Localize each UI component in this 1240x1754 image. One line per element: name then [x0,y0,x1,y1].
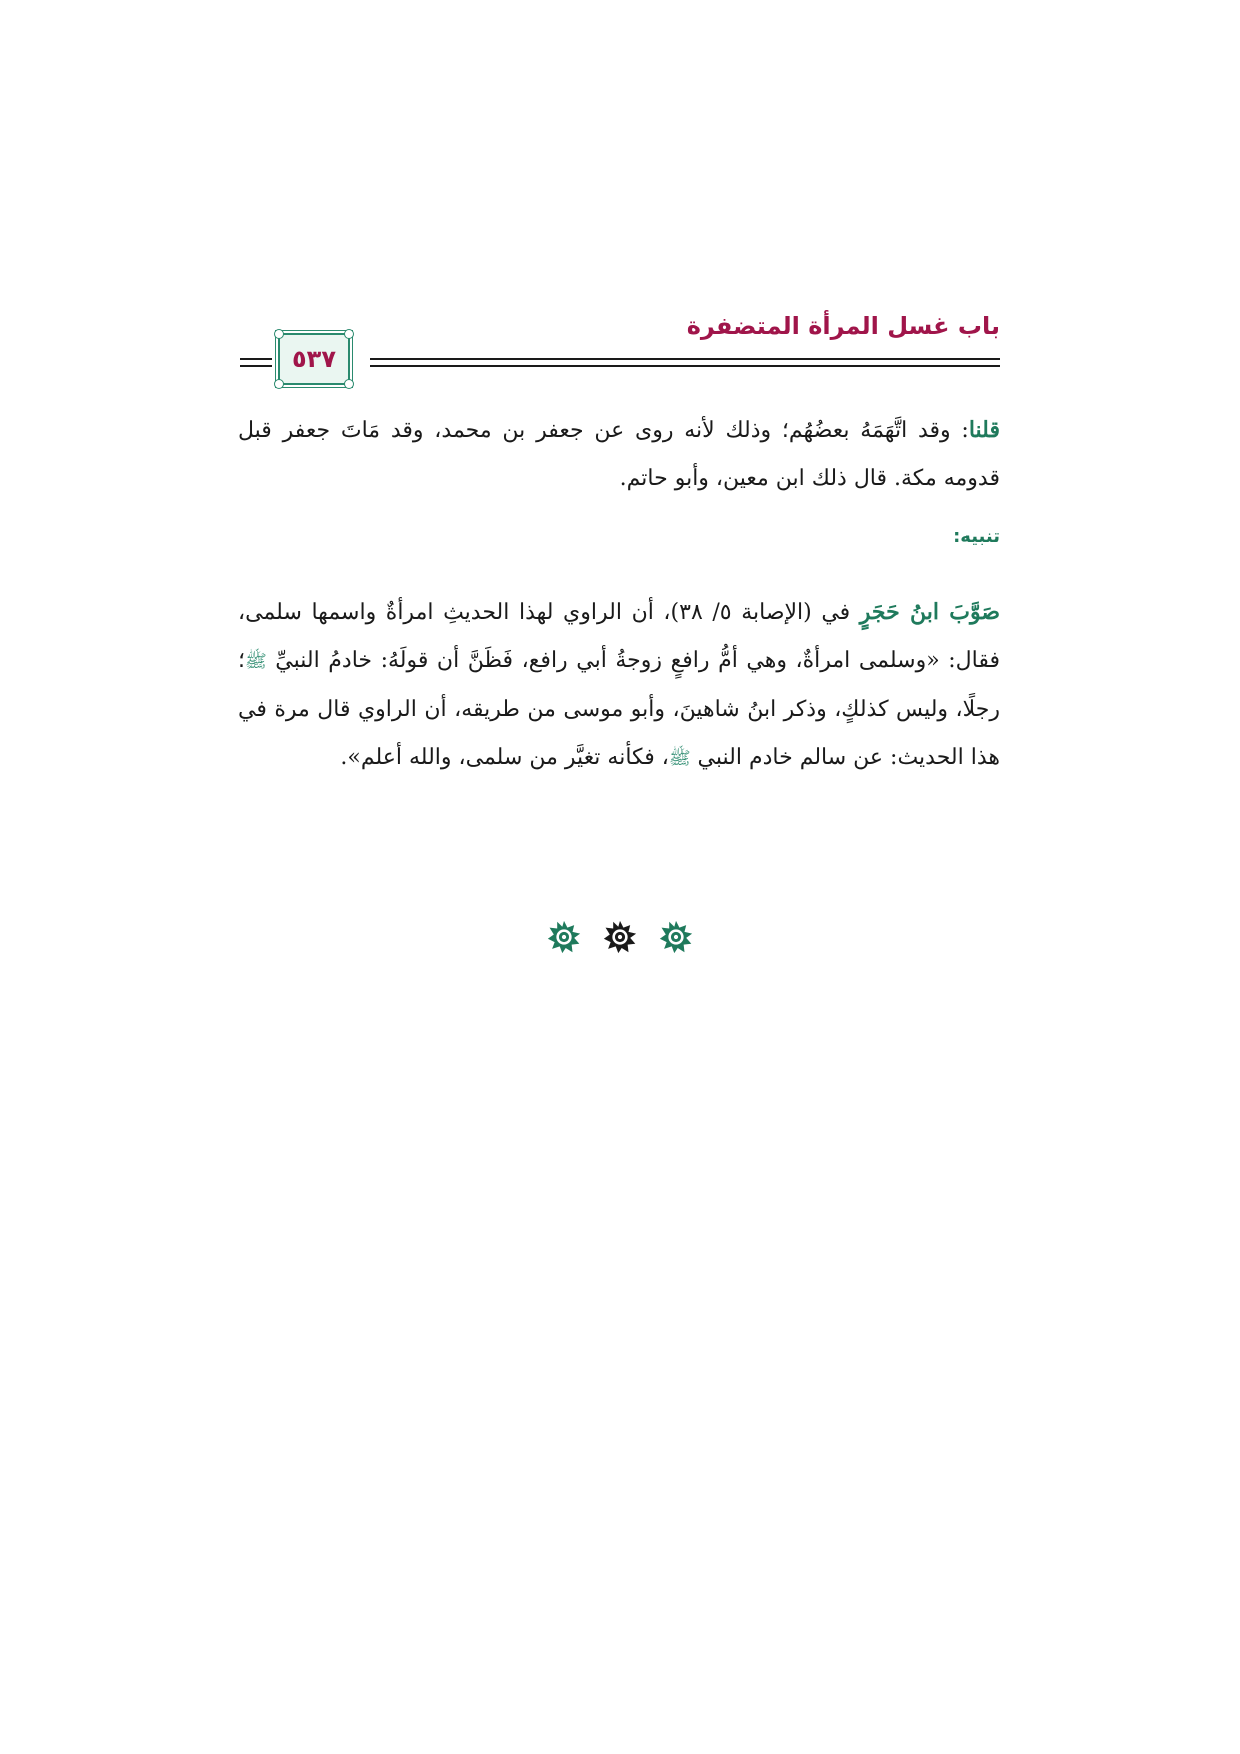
badge-corner-icon [344,329,354,339]
chapter-title: باب غسل المرأة المتضفرة [686,312,1000,340]
rosette-icon [547,920,581,954]
paragraph-1-text: : وقد اتَّهَمَهُ بعضُهُم؛ وذلك لأنه روى عن جعفر بن محمد، وقد مَاتَ جعفر قبل قدومه مكة. قال ذلك ابن معين، وأبو حاتم. [238,418,1000,491]
paragraph-2-text-b: ؛ رجلًا، وليس كذلكٍ، وذكر ابنُ شاهينَ، وأبو موسى من طريقه، أن الراوي قال مرة في هذا الحديث: عن سالم خادم النبي [238,648,1000,770]
header-rule-top [370,358,1000,360]
paragraph-2 [238,588,1000,783]
rosette-icon [603,920,637,954]
page-number-badge [278,333,350,385]
paragraph-2-lead: صَوَّبَ ابنُ حَجَرٍ [859,599,1001,625]
paragraph-2-text-a: في (الإصابة ٥/ ٣٨)، أن الراوي لهذا الحديثِ امرأةٌ واسمها سلمى، فقال: «وسلمى امرأةٌ، وهي أمُّ رافعٍ زوجةُ أبي رافع، فَظَنَّ أن قولَهُ: خادمُ النبيِّ [238,600,1000,673]
paragraph-1 [238,406,1000,503]
paragraph-1-lead: قلنا [968,417,1000,443]
badge-corner-icon [274,329,284,339]
section-end-ornaments [0,920,1240,954]
salawat-symbol: ﷺ [668,748,691,769]
paragraph-2-text-c: ، فكأنه تغيَّر من سلمى، والله أعلم». [340,745,669,770]
rosette-icon [659,920,693,954]
header-rule-left-top [240,358,272,360]
badge-corner-icon [274,379,284,389]
salawat-symbol: ﷺ [245,651,267,672]
note-heading: تنبيه: [953,526,1000,547]
page-number: ٥٣٧ [292,345,336,373]
badge-corner-icon [344,379,354,389]
header-rule-left-bottom [240,365,272,367]
header-rule-bottom [370,365,1000,367]
